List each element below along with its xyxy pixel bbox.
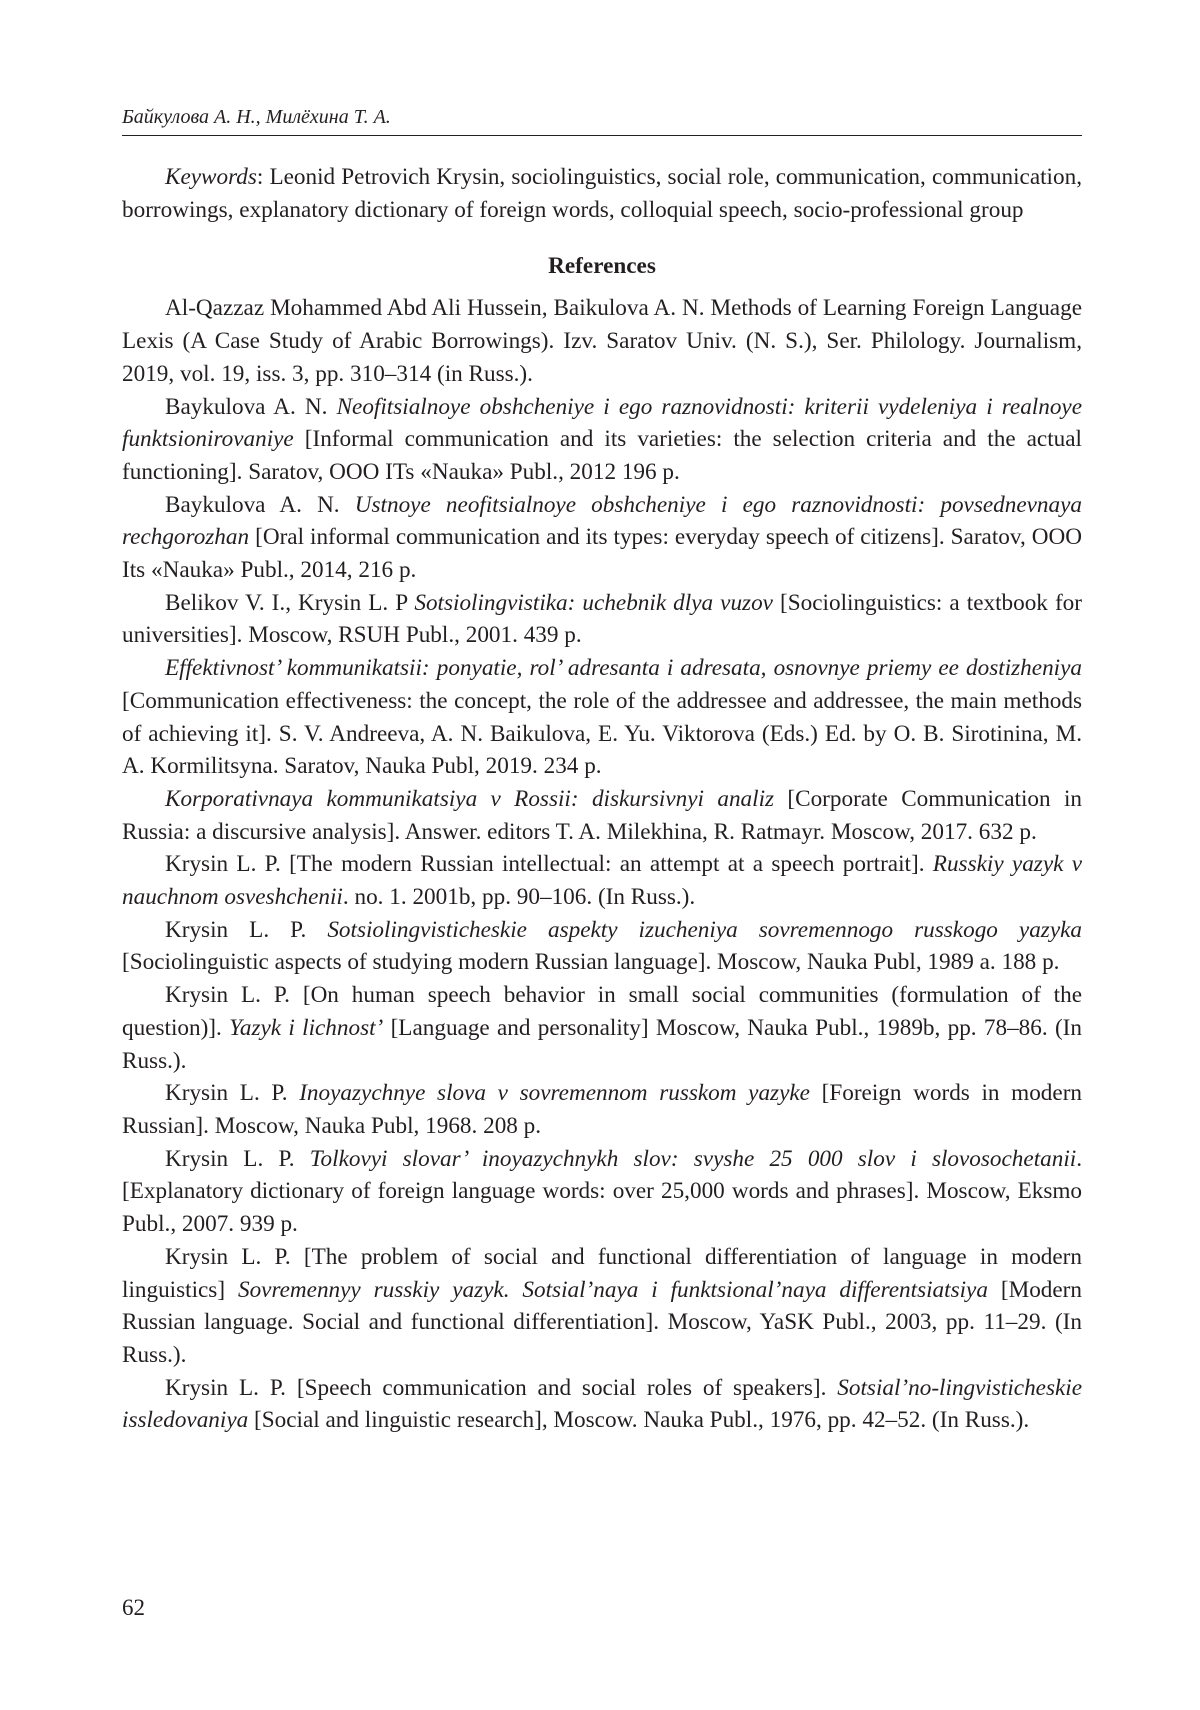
reference-post: . no. 1. 2001b, pp. 90–106. (In Russ.). — [342, 884, 696, 911]
reference-title: Effektivnost’ kommunikatsii: ponyatie, rol’ adresanta i adresata, osnovnye priemy ee dostizheniya — [165, 655, 1082, 682]
reference-post: [Language and personality] Moscow, Nauka Publ., 1989b, pp. 78–86. (In Russ.). — [122, 1014, 1082, 1074]
reference-item — [122, 979, 1082, 1077]
reference-pre: Krysin L. P. [Speech communication and social roles of speakers]. — [165, 1374, 838, 1401]
reference-post: [Informal communication and its varieties: the selection criteria and the actual functioning]. Saratov, OOO ITs «Nauka» Publ., 2012 196 p. — [122, 426, 1082, 485]
reference-post: [Oral informal communication and its types: everyday speech of citizens]. Saratov, OOO Its «Nauka» Publ., 2014, 216 p. — [122, 524, 1082, 584]
reference-item — [122, 1143, 1082, 1241]
reference-title: Sotsiolingvisticheskie aspekty izucheniya sovremennogo russkogo yazyka — [327, 916, 1082, 943]
references-list — [122, 292, 1082, 1437]
reference-item — [122, 652, 1082, 783]
reference-pre: Al-Qazzaz Mohammed Abd Ali Hussein, Baikulova A. N. Methods of Learning Foreign Language Lexis (A Case Study of Arabic Borrowings). Izv. Saratov Univ. (N. S.), Ser. Philology. Journalism, 2019, vol. 19, iss. 3, pp. 310–314 (in Russ.). — [122, 295, 1082, 387]
page-content — [122, 161, 1082, 1437]
reference-title: Sotsial’no-lingvisticheskie issledovaniya — [122, 1374, 1082, 1434]
references-heading: References — [548, 253, 656, 280]
reference-title: Sovremennyy russkiy yazyk. Sotsial’naya i funktsional’naya differentsiatsiya — [237, 1276, 988, 1303]
reference-item — [122, 489, 1082, 587]
reference-title: Russkiy yazyk v nauchnom osveshchenii — [122, 851, 1082, 911]
reference-item — [122, 1077, 1082, 1142]
reference-title: Yazyk i lichnost’ — [229, 1014, 384, 1041]
reference-item — [122, 914, 1082, 979]
keywords-text: : Leonid Petrovich Krysin, sociolinguistics, social role, communication, communication, borrowings, explanatory dictionary of foreign words, colloquial speech, socio-professional group — [122, 164, 1082, 223]
reference-title: Korporativnaya kommunikatsiya v Rossii: diskursivnyi analiz — [165, 785, 775, 812]
running-head: Байкулова А. Н., Милёхина Т. А. — [122, 105, 1082, 136]
reference-item — [122, 391, 1082, 489]
reference-item — [122, 1372, 1082, 1437]
reference-title: Ustnoye neofitsialnoye obshcheniye i ego raznovidnosti: povsednevnaya rechgorozhan — [122, 491, 1082, 551]
reference-title: Inoyazychnye slova v sovremennom russkom yazyke — [299, 1080, 810, 1107]
reference-item — [122, 848, 1082, 913]
reference-post: [Social and linguistic research], Moscow. Nauka Publ., 1976, pp. 42–52. (In Russ.). — [248, 1407, 1030, 1434]
reference-title: Tolkovyi slovar’ inoyazychnykh slov: svyshe 25 000 slov i slovosochetanii — [309, 1145, 1077, 1172]
reference-pre: Krysin L. P. — [165, 1080, 300, 1107]
reference-pre: Baykulova A. N. — [165, 491, 355, 518]
reference-post: [Sociolinguistic aspects of studying modern Russian language]. Moscow, Nauka Publ, 1989 a. 188 p. — [122, 949, 1060, 976]
reference-post: [Sociolinguistics: a textbook for universities]. Moscow, RSUH Publ., 2001. 439 p. — [122, 589, 1082, 649]
reference-post: . [Explanatory dictionary of foreign language words: over 25,000 words and phrases]. Moscow, Eksmo Publ., 2007. 939 p. — [122, 1145, 1083, 1238]
keywords-label: Keywords — [165, 164, 257, 190]
reference-title: Sotsiolingvistika: uchebnik dlya vuzov — [414, 589, 773, 616]
reference-pre: Baykulova A. N. — [165, 393, 337, 420]
reference-pre: Belikov V. I., Krysin L. P — [165, 589, 415, 616]
reference-pre: Krysin L. P. [The problem of social and functional differentiation of language in modern linguistics] — [122, 1243, 1082, 1303]
reference-pre: Krysin L. P. [The modern Russian intellectual: an attempt at a speech portrait]. — [165, 851, 933, 878]
reference-post: [Corporate Communication in Russia: a discursive analysis]. Answer. editors T. A. Milekhina, R. Ratmayr. Moscow, 2017. 632 p. — [122, 785, 1082, 845]
keywords-paragraph — [122, 161, 1082, 226]
reference-item — [122, 292, 1082, 390]
reference-post: [Foreign words in modern Russian]. Moscow, Nauka Publ, 1968. 208 p. — [122, 1080, 1083, 1139]
reference-pre: Krysin L. P. [On human speech behavior in small social communities (formulation of the question)]. — [122, 982, 1082, 1041]
reference-item — [122, 1241, 1082, 1372]
reference-pre: Krysin L. P. — [165, 1145, 310, 1172]
page-number: 62 — [122, 1595, 145, 1620]
reference-title: Neofitsialnoye obshcheniye i ego raznovidnosti: kriterii vydeleniya i realnoye funktsionirovaniye — [122, 393, 1082, 453]
reference-item — [122, 783, 1082, 848]
reference-item — [122, 587, 1082, 652]
reference-post: [Communication effectiveness: the concept, the role of the addressee and addressee, the main methods of achieving it]. S. V. Andreeva, A. N. Baikulova, E. Yu. Viktorova (Eds.) Ed. by O. B. Sirotinina, M. A. Kormilitsyna. Saratov, Nauka Publ, 2019. 234 p. — [122, 687, 1082, 780]
reference-post: [Modern Russian language. Social and functional differentiation]. Moscow, YaSK Publ., 2003, pp. 11–29. (In Russ.). — [122, 1276, 1082, 1368]
reference-pre: Krysin L. P. — [165, 916, 328, 943]
